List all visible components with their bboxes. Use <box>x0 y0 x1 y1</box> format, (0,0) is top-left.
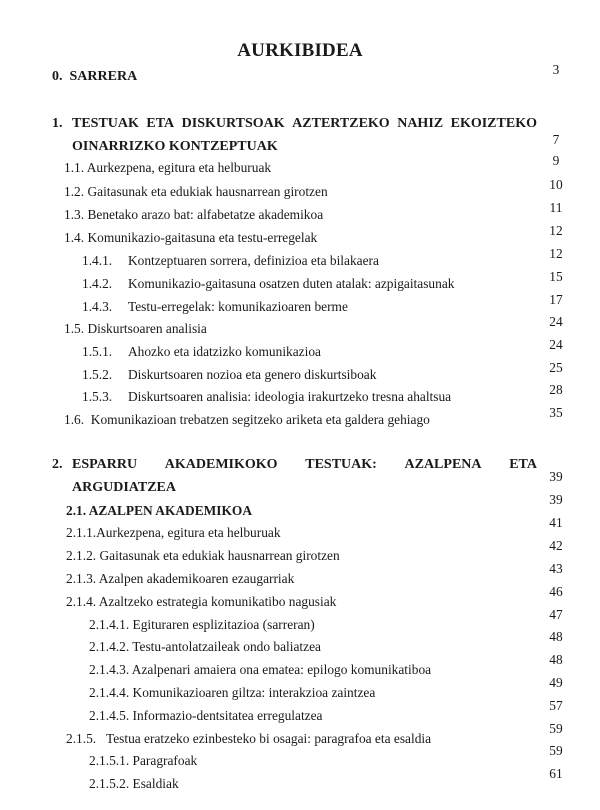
page-number: 9 <box>552 153 560 168</box>
entry-title-line2: OINARRIZKO KONTZEPTUAK <box>72 139 278 154</box>
page-number: 46 <box>549 584 563 599</box>
entry-number: 2.1.5.1. <box>89 753 130 768</box>
entry-title: Komunikazio-gaitasuna osatzen duten atalak: azpigaitasunak <box>128 276 455 291</box>
entry-number: 1.5.3. <box>82 389 113 404</box>
toc-entry-2.1.5.2[interactable] <box>89 776 179 792</box>
entry-number: 1.4.2. <box>82 276 113 291</box>
entry-title: Aurkezpena, egitura eta helburuak <box>86 160 272 175</box>
entry-title: Esaldiak <box>132 776 179 791</box>
entry-word: AZALPENA <box>404 457 482 472</box>
toc-entry-1.4[interactable] <box>64 230 317 246</box>
page-number: 24 <box>549 314 563 329</box>
entry-word: ESPARRU <box>72 457 138 472</box>
toc-entry-2.1.4.2[interactable] <box>89 639 321 655</box>
entry-number: 2.1.3. <box>66 571 97 586</box>
entry-word: TESTUAK <box>72 116 139 131</box>
entry-number: 1.1. <box>64 160 85 175</box>
entry-number: 1. <box>52 116 63 131</box>
entry-number: 1.5.1. <box>82 344 113 359</box>
entry-word: TESTUAK: <box>305 457 377 472</box>
entry-number: 2. <box>52 457 63 472</box>
entry-title: Gaitasunak eta edukiak hausnarrean girotzen <box>99 548 340 563</box>
entry-number: 2.1.4.5. <box>89 708 130 723</box>
entry-title: Gaitasunak eta edukiak hausnarrean girotzen <box>87 184 328 199</box>
entry-title: Benetako arazo bat: alfabetatze akademikoa <box>87 207 324 222</box>
entry-number: 2.1.4.2. <box>89 639 130 654</box>
page-number: 39 <box>549 492 563 507</box>
toc-entry-2.1.4[interactable] <box>66 594 336 610</box>
entry-word: NAHIZ <box>397 116 444 131</box>
page-number: 48 <box>549 629 563 644</box>
toc-entry-2.1.5.1[interactable] <box>89 753 197 769</box>
toc-entry-1.2[interactable] <box>64 184 328 200</box>
entry-number: 2.1.5. <box>66 731 97 746</box>
page-number: 17 <box>549 292 563 307</box>
entry-number: 1.5.2. <box>82 367 113 382</box>
toc-entry-2.1[interactable] <box>66 503 252 519</box>
entry-number: 2.1.4.1. <box>89 617 130 632</box>
page-title: AURKIBIDEA <box>237 40 363 61</box>
page-number: 49 <box>549 675 563 690</box>
entry-title: Azalpenari amaiera ona ematea: epilogo komunikatiboa <box>131 662 432 677</box>
entry-title: Ahozko eta idatzizko komunikazioa <box>128 344 321 359</box>
entry-title: Aurkezpena, egitura eta helburuak <box>96 525 281 540</box>
entry-title: Testu-erregelak: komunikazioaren berme <box>128 299 348 314</box>
entry-word: AZTERTZEKO <box>292 116 390 131</box>
page-number: 11 <box>549 200 563 215</box>
entry-title: AZALPEN AKADEMIKOA <box>88 503 253 518</box>
entry-title: SARRERA <box>69 69 138 84</box>
entry-number: 1.4.3. <box>82 299 113 314</box>
entry-title: Diskurtsoaren nozioa eta genero diskurtsiboak <box>128 367 377 382</box>
toc-entry-2.1.3[interactable] <box>66 571 294 587</box>
page-number: 41 <box>549 515 563 530</box>
entry-number: 0. <box>52 69 63 84</box>
toc-entry-1.3[interactable] <box>64 207 323 223</box>
entry-number: 1.2. <box>64 184 85 199</box>
toc-entry-1.5.3[interactable] <box>82 389 451 405</box>
entry-title: Diskurtsoaren analisia <box>87 321 207 336</box>
page-number: 47 <box>549 607 563 622</box>
page-number: 59 <box>549 743 563 758</box>
entry-number: 2.1. <box>66 503 87 518</box>
toc-entry-2.1.4.3[interactable] <box>89 662 431 678</box>
entry-number: 2.1.1. <box>66 525 97 540</box>
entry-title-line2: ARGUDIATZEA <box>72 480 176 495</box>
entry-word: AKADEMIKOKO <box>164 457 278 472</box>
page-number: 12 <box>549 223 563 238</box>
entry-number: 1.4. <box>64 230 85 245</box>
toc-entry-1.4.3[interactable] <box>82 299 348 315</box>
page-number: 61 <box>549 766 563 781</box>
entry-number: 2.1.4.3. <box>89 662 130 677</box>
toc-entry-1.4.1[interactable] <box>82 253 379 269</box>
entry-word: ETA <box>146 116 175 131</box>
page-number: 25 <box>549 360 563 375</box>
toc-entry-2.1.5[interactable] <box>66 731 431 747</box>
entry-title: Komunikazioaren giltza: interakzioa zaintzea <box>132 685 376 700</box>
page-number: 42 <box>549 538 563 553</box>
entry-title: Egituraren esplizitazioa (sarreran) <box>132 617 315 632</box>
entry-number: 2.1.5.2. <box>89 776 130 791</box>
toc-entry-1.5.2[interactable] <box>82 367 376 383</box>
page-number: 3 <box>552 62 560 77</box>
entry-title: Komunikazio-gaitasuna eta testu-erregelak <box>87 230 318 245</box>
entry-number: 2.1.4. <box>66 594 97 609</box>
page-number: 39 <box>549 469 563 484</box>
page-number: 24 <box>549 337 563 352</box>
entry-title: Informazio-dentsitatea erregulatzea <box>132 708 323 723</box>
entry-word: ETA <box>509 457 537 472</box>
toc-entry-2.1.4.1[interactable] <box>89 617 315 633</box>
page-number: 57 <box>549 698 563 713</box>
toc-entry-1.5.1[interactable] <box>82 344 321 360</box>
page-number: 35 <box>549 405 563 420</box>
entry-word: EKOIZTEKO <box>450 116 537 131</box>
toc-entry-1.4.2[interactable] <box>82 276 454 292</box>
entry-word: DISKURTSOAK <box>181 116 285 131</box>
page-number: 10 <box>549 177 563 192</box>
page-number: 28 <box>549 382 563 397</box>
entry-title: Azalpen akademikoaren ezaugarriak <box>98 571 295 586</box>
page-number: 48 <box>549 652 563 667</box>
toc-entry-2.1.4.5[interactable] <box>89 708 323 724</box>
entry-title: Komunikazioan trebatzen segitzeko ariketa eta galdera gehiago <box>90 412 430 427</box>
entry-number: 1.4.1. <box>82 253 113 268</box>
entry-number: 1.6. <box>64 412 85 427</box>
entry-title: Azaltzeko estrategia komunikatibo nagusiak <box>98 594 337 609</box>
page-number: 7 <box>552 132 560 147</box>
entry-number: 2.1.2. <box>66 548 97 563</box>
page-number: 12 <box>549 246 563 261</box>
entry-number: 2.1.4.4. <box>89 685 130 700</box>
entry-number: 1.3. <box>64 207 85 222</box>
entry-title: Testua eratzeko ezinbesteko bi osagai: paragrafoa eta esaldia <box>105 731 432 746</box>
entry-title: Paragrafoak <box>132 753 198 768</box>
entry-title: Testu-antolatzaileak ondo baliatzea <box>132 639 321 654</box>
entry-number: 1.5. <box>64 321 85 336</box>
toc-entry-2.1.1[interactable] <box>66 525 281 541</box>
toc-entry-1.6[interactable] <box>64 412 430 428</box>
entry-title: Diskurtsoaren analisia: ideologia irakurtzeko tresna ahaltsua <box>128 389 452 404</box>
entry-title: Kontzeptuaren sorrera, definizioa eta bilakaera <box>128 253 379 268</box>
toc-entry-2.1.2[interactable] <box>66 548 340 564</box>
toc-entry-1.5[interactable] <box>64 321 207 337</box>
page-number: 59 <box>549 721 563 736</box>
toc-entry-2.1.4.4[interactable] <box>89 685 375 701</box>
page-number: 43 <box>549 561 563 576</box>
toc-entry-1.1[interactable] <box>64 160 271 176</box>
toc-entry-0[interactable] <box>52 69 137 85</box>
page-number: 15 <box>549 269 563 284</box>
